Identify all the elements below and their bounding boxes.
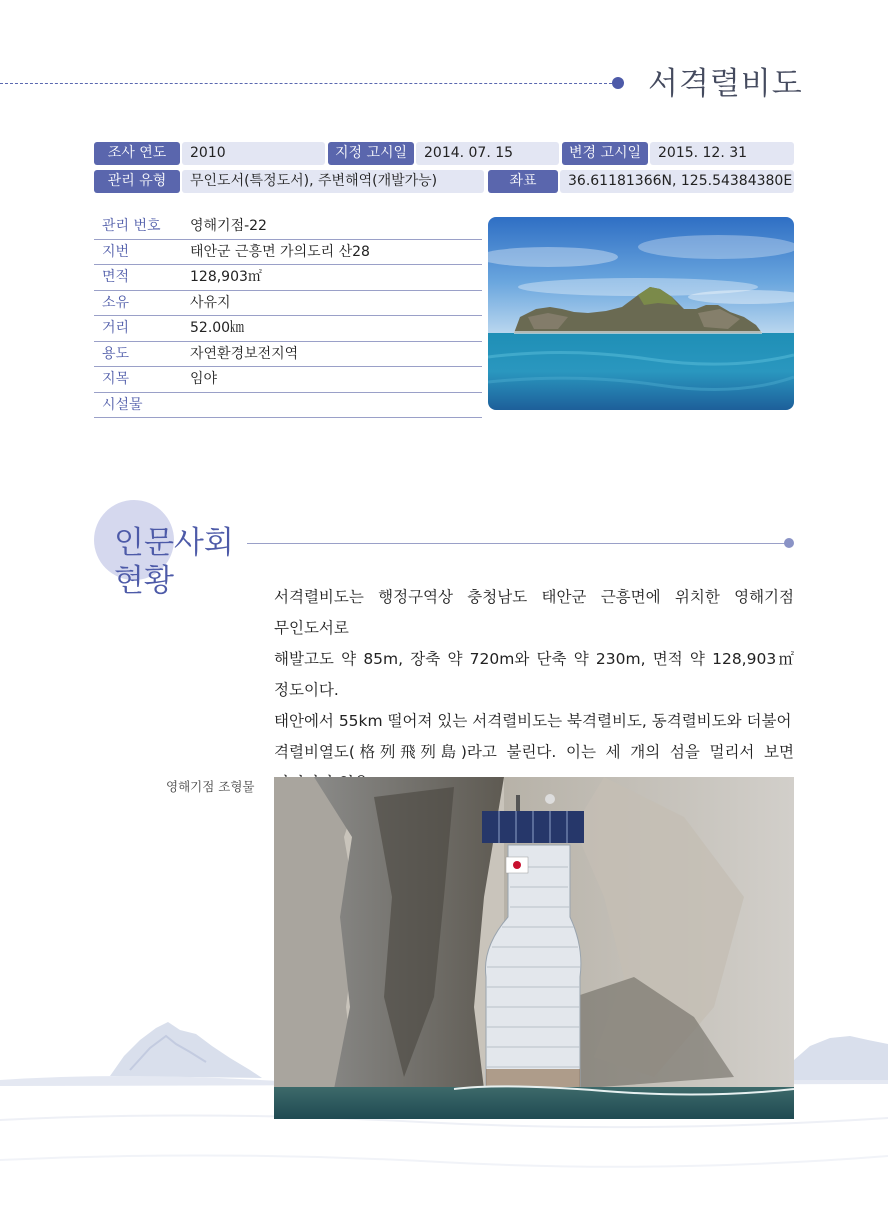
detail-value: 태안군 근흥면 가의도리 산28 (190, 243, 370, 260)
value-coordinates: 36.61181366N, 125.54384380E (560, 170, 794, 193)
label-survey-year: 조사 연도 (94, 142, 180, 165)
label-management-type: 관리 유형 (94, 170, 180, 193)
detail-row (94, 316, 482, 342)
landmark-structure-photo (274, 777, 794, 1119)
section-divider-dot (784, 538, 794, 548)
label-designation-date: 지정 고시일 (328, 142, 414, 165)
detail-value: 영해기점-22 (190, 218, 267, 234)
island-photo-image (488, 217, 794, 410)
detail-key: 용도 (102, 345, 130, 362)
paragraph-line: 해발고도 약 85m, 장축 약 720m와 단축 약 230m, 면적 약 128,903㎡ 정도이다. (274, 650, 794, 699)
detail-value: 임야 (190, 371, 218, 387)
detail-key: 관리 번호 (102, 218, 161, 234)
detail-row (94, 393, 482, 419)
section-divider-line (247, 543, 787, 544)
paragraph-line: 태안에서 55km 떨어져 있는 서격렬비도는 북격렬비도, 동격렬비도와 더불어 (274, 712, 792, 730)
detail-key: 지번 (102, 243, 130, 260)
section-title (114, 524, 234, 600)
detail-row (94, 240, 482, 266)
detail-row (94, 291, 482, 317)
detail-key: 시설물 (102, 396, 143, 413)
paragraph-line: 서격렬비도는 행정구역상 충청남도 태안군 근흥면에 위치한 영해기점 무인도서로 (274, 588, 794, 637)
header-dot (612, 77, 624, 89)
detail-row (94, 342, 482, 368)
page-title: 서격렬비도 (648, 66, 803, 102)
label-coordinates: 좌표 (488, 170, 558, 193)
detail-value: 52.00㎞ (190, 320, 245, 336)
detail-key: 지목 (102, 371, 130, 387)
detail-row (94, 367, 482, 393)
details-list (94, 214, 482, 418)
detail-key: 거리 (102, 320, 130, 336)
section-title-line2: 현황 (114, 563, 174, 599)
landmark-structure-image (274, 777, 794, 1119)
detail-value: 사유지 (190, 294, 231, 311)
section-title-line1: 인문사회 (114, 525, 234, 561)
paragraph-line: 격렬비열도(格列飛列島)라고 불린다. 이는 세 개의 섬을 멀리서 보면 (274, 743, 794, 761)
detail-value: 자연환경보전지역 (190, 345, 299, 362)
detail-key: 소유 (102, 294, 130, 311)
detail-value: 128,903㎡ (190, 269, 262, 285)
detail-row (94, 214, 482, 240)
value-designation-date: 2014. 07. 15 (416, 142, 559, 165)
detail-key: 면적 (102, 269, 130, 285)
label-change-date: 변경 고시일 (562, 142, 648, 165)
value-management-type: 무인도서(특정도서), 주변해역(개발가능) (182, 170, 484, 193)
photo-caption: 영해기점 조형물 (166, 779, 255, 794)
detail-row (94, 265, 482, 291)
island-photo (488, 217, 794, 410)
header-dashed-line (0, 83, 612, 84)
value-change-date: 2015. 12. 31 (650, 142, 794, 165)
value-survey-year: 2010 (182, 142, 325, 165)
